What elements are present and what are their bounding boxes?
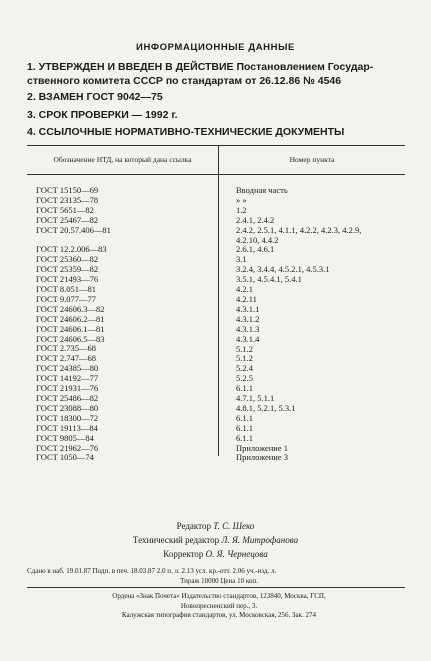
table-row-document: ГОСТ 15150—69 <box>36 185 99 195</box>
editor-credit <box>0 521 431 531</box>
table-row-document: ГОСТ 14192—77 <box>36 373 99 384</box>
table-row-document: ГОСТ 24385—80 <box>36 363 99 374</box>
tech-editor-credit <box>0 535 431 545</box>
table-row-item: 3.5.1, 4.5.4.1, 5.4.1 <box>236 274 302 285</box>
editor-name: Т. С. Шеко <box>213 521 255 531</box>
table-item-column <box>236 186 361 463</box>
table-row-item: » » <box>236 194 247 205</box>
table-row-item: 6.1.1 <box>236 432 253 443</box>
imprint-block <box>27 567 411 586</box>
table-row-document: ГОСТ 5651—82 <box>36 204 94 215</box>
tech-editor-name: Л. Я. Митрофанова <box>221 535 299 545</box>
table-row-item: 1.2 <box>236 204 247 215</box>
table-row-item: 5.2.4 <box>236 363 253 374</box>
table-row-item: 2.4.2, 2.5.1, 4.1.1, 4.2.2, 4.2.3, 4.2.9, <box>236 224 362 235</box>
table-row-item: 6.1.1 <box>236 422 253 433</box>
table-row-item: Вводная часть <box>236 185 288 195</box>
table-row-document: ГОСТ 19113—84 <box>36 422 98 433</box>
table-row-document: ГОСТ 9.077—77 <box>36 293 97 304</box>
table-row-item: 5.1.2 <box>236 343 253 354</box>
corrector-role: Корректор <box>163 549 204 559</box>
table-row-item: 4.3.1.1 <box>236 303 260 314</box>
table-row-item: 4.3.1.3 <box>236 323 260 334</box>
table-row-document: ГОСТ 21493—76 <box>36 274 99 285</box>
table-header-item: Номер пункта <box>289 155 335 164</box>
corrector-credit <box>0 549 431 559</box>
table-row-item: 4.3.1.2 <box>236 313 260 324</box>
table-row-item-continuation: 4.2.10, 4.4.2 <box>236 234 279 245</box>
table-row-item: 4.8.1, 5.2.1, 5.3.1 <box>236 402 296 413</box>
publisher-line-1: Ордена «Знак Почета» Издательство стандартов, 123840, Москва, ГСП, <box>112 592 326 600</box>
table-column-divider <box>218 145 219 456</box>
table-row-document: ГОСТ 24606.2—81 <box>36 313 105 324</box>
table-document-column <box>36 186 111 463</box>
table-row-item: 3.1 <box>236 254 247 265</box>
table-row-document: ГОСТ 2.735—68 <box>36 343 97 354</box>
table-row-document: ГОСТ 1050—74 <box>36 452 94 463</box>
section-1-line-2: ственного комитета СССР по стандартам от 26.12.86 № 4546 <box>27 75 342 87</box>
printer-line: Калужская типография стандартов, ул. Московская, 256. Зак. 274 <box>121 611 317 619</box>
table-row-document: ГОСТ 8.051—81 <box>36 284 97 295</box>
publisher-block <box>27 592 411 621</box>
table-row-item: 5.1.2 <box>236 353 253 364</box>
table-row-item: 6.1.1 <box>236 412 253 423</box>
table-row-item: 4.3.1.4 <box>236 333 260 344</box>
section-4: 4. ССЫЛОЧНЫЕ НОРМАТИВНО-ТЕХНИЧЕСКИЕ ДОКУМЕНТЫ <box>27 126 345 138</box>
table-row-document: ГОСТ 9805—84 <box>36 432 94 443</box>
section-1 <box>27 60 412 88</box>
section-3: 3. СРОК ПРОВЕРКИ — 1992 г. <box>27 109 178 121</box>
corrector-name: О. Я. Чернецова <box>205 549 268 559</box>
section-1-line-1: 1. УТВЕРЖДЕН И ВВЕДЕН В ДЕЙСТВИЕ Постановлением Государ- <box>27 61 374 73</box>
table-row-item: 2.4.1, 2.4.2 <box>236 214 275 225</box>
table-header-rule <box>27 174 405 175</box>
table-row-document: ГОСТ 25486—82 <box>36 393 99 404</box>
table-row-document: ГОСТ 12.2.006—83 <box>36 244 107 255</box>
table-row-item: 4.7.1, 5.1.1 <box>236 393 275 404</box>
table-top-rule <box>27 145 405 146</box>
table-row-document: ГОСТ 23135—78 <box>36 194 99 205</box>
table-row-item: 3.2.4, 3.4.4, 4.5.2.1, 4.5.3.1 <box>236 264 330 275</box>
table-row-document: ГОСТ 25360—82 <box>36 254 99 265</box>
publisher-line-2: Новопресненский пер., 3. <box>180 601 258 610</box>
table-row-item: 2.6.1, 4.6.1 <box>236 244 275 255</box>
page-heading: ИНФОРМАЦИОННЫЕ ДАННЫЕ <box>136 42 295 53</box>
table-row-document: ГОСТ 24606.3—82 <box>36 303 105 314</box>
table-row-document: ГОСТ 23088—80 <box>36 402 99 413</box>
tech-editor-role: Технический редактор <box>132 535 220 545</box>
table-row-item: 4.2.11 <box>236 293 257 304</box>
table-header-document: Обозначение НТД, на который дана ссылка <box>53 155 192 164</box>
table-row-item: Приложение 1 <box>236 442 288 453</box>
table-row-document: ГОСТ 18300—72 <box>36 412 99 423</box>
table-row-document: ГОСТ 2.747—68 <box>36 353 97 364</box>
editor-role: Редактор <box>176 521 211 531</box>
table-row-item: 6.1.1 <box>236 383 253 394</box>
table-row-document: ГОСТ 25467—82 <box>36 214 99 225</box>
table-row-document: ГОСТ 21931—76 <box>36 383 99 394</box>
table-row-document: ГОСТ 25359—82 <box>36 264 99 275</box>
table-row-item: 5.2.5 <box>236 373 253 384</box>
table-row-document: ГОСТ 24606.1—81 <box>36 323 105 334</box>
table-row-document: ГОСТ 20.57.406—81 <box>36 224 111 235</box>
table-row-document: ГОСТ 21962—76 <box>36 442 99 453</box>
table-row-item: 4.2.1 <box>236 284 253 295</box>
table-row-item: Приложение 3 <box>236 452 288 463</box>
section-2: 2. ВЗАМЕН ГОСТ 9042—75 <box>27 91 163 103</box>
imprint-rule <box>27 587 405 588</box>
table-row-document: ГОСТ 24606.5—83 <box>36 333 105 344</box>
imprint-line-2: Тираж 10000 Цена 10 коп. <box>180 576 258 585</box>
imprint-line-1: Сдано в наб. 19.01.87 Подп. в печ. 18.03.87 2.0 п. л. 2.13 усл. кр.-отт. 2.06 уч.-изд. л. <box>27 567 277 575</box>
